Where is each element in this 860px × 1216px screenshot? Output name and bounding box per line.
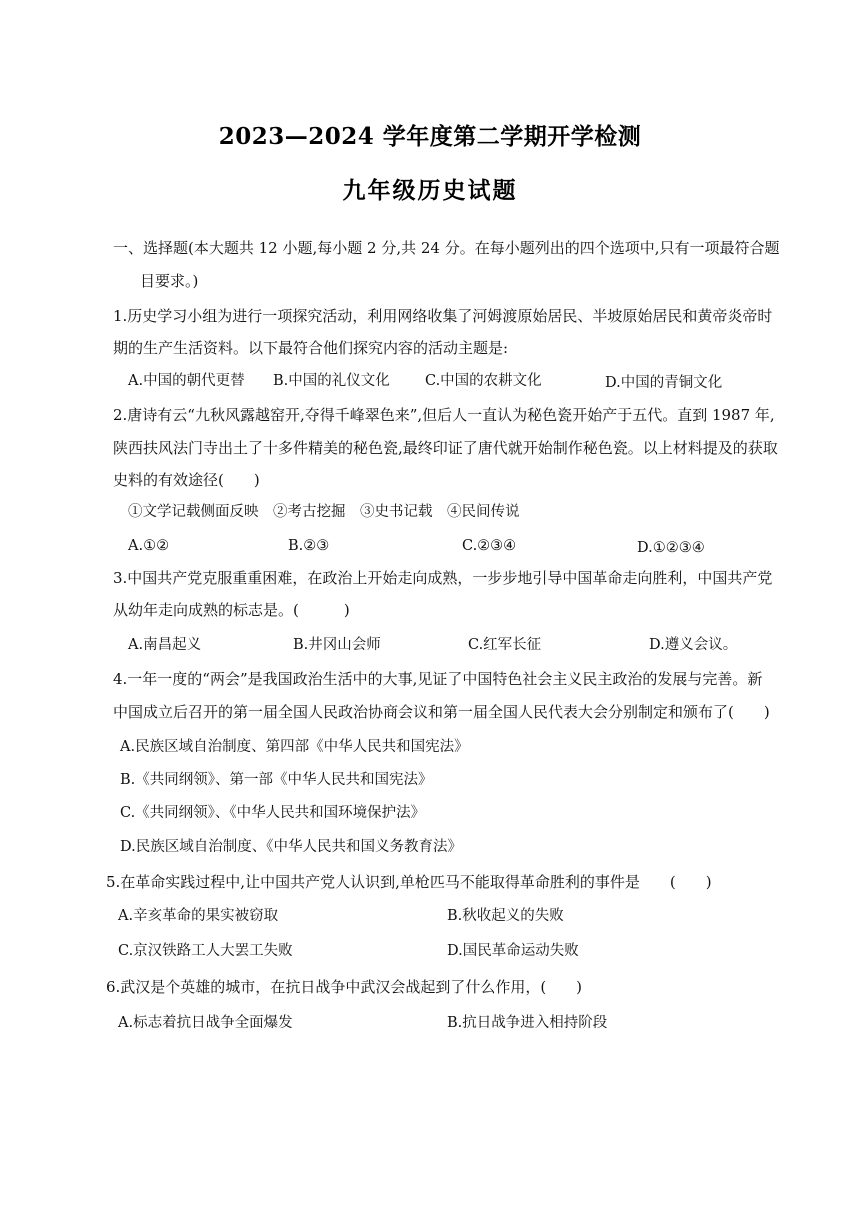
question-stem: 1.历史学习小组为进行一项探究活动，利用网络收集了河姆渡原始居民、半坡原始居民和黄帝炎帝时 [113, 307, 773, 325]
question-option: C.红军长征 [468, 637, 542, 653]
question-option: C.京汉铁路工人大罢工失败 [118, 943, 293, 959]
question-option: B.秋收起义的失败 [447, 908, 564, 924]
question-sub-items: ①文学记载侧面反映 ②考古挖掘 ③史书记载 ④民间传说 [128, 504, 520, 520]
question-option: A.①② [128, 538, 170, 554]
question-option: A.南昌起义 [128, 637, 202, 653]
question-stem: 陕西扶风法门寺出土了十多件精美的秘色瓷,最终印证了唐代就开始制作秘色瓷。以上材料提及的获取 [113, 439, 778, 457]
section-instruction: 一、选择题(本大题共 12 小题,每小题 2 分,共 24 分。在每小题列出的四个选项中,只有一项最符合题 [113, 239, 780, 257]
question-option: D.①②③④ [637, 540, 705, 556]
question-stem: 中国成立后召开的第一届全国人民政治协商会议和第一届全国人民代表大会分别制定和颁布了( ) [113, 703, 770, 721]
question-option: A.民族区域自治制度、第四部《中华人民共和国宪法》 [120, 739, 469, 755]
question-option: D.国民革命运动失败 [447, 943, 579, 959]
question-stem: 期的生产生活资料。以下最符合他们探究内容的活动主题是: [113, 339, 509, 357]
question-stem: 史料的有效途径( ) [113, 471, 260, 489]
exam-title: 2023—2024 学年度第二学期开学检测 [218, 123, 642, 150]
question-option: B.井冈山会师 [293, 637, 381, 653]
question-option: D.遵义会议。 [649, 637, 738, 653]
question-option: B.《共同纲领》、第一部《中华人民共和国宪法》 [120, 772, 433, 788]
question-option: D.中国的青铜文化 [605, 375, 723, 391]
question-option: C.中国的农耕文化 [425, 373, 542, 389]
question-stem: 2.唐诗有云“九秋风露越窑开,夺得千峰翠色来”,但后人一直认为秘色瓷开始产于五代。直到 1987 年, [113, 406, 775, 424]
exam-subtitle: 九年级历史试题 [342, 177, 518, 204]
question-option: B.中国的礼仪文化 [273, 373, 390, 389]
question-stem: 从幼年走向成熟的标志是。( ) [113, 601, 350, 619]
question-option: B.抗日战争进入相持阶段 [447, 1015, 608, 1031]
question-stem: 3.中国共产党克服重重困难，在政治上开始走向成熟，一步步地引导中国革命走向胜利，中国共产党 [113, 569, 773, 587]
question-stem: 6.武汉是个英雄的城市，在抗日战争中武汉会战起到了什么作用，( ) [106, 978, 583, 996]
question-option: C.《共同纲领》、《中华人民共和国环境保护法》 [120, 805, 426, 821]
question-option: A.辛亥革命的果实被窃取 [118, 908, 279, 924]
section-instruction-cont: 目要求。) [140, 272, 199, 290]
question-option: A.标志着抗日战争全面爆发 [118, 1015, 293, 1031]
question-option: B.②③ [288, 538, 330, 554]
question-option: C.②③④ [462, 538, 517, 554]
question-option: A.中国的朝代更替 [128, 373, 245, 389]
question-stem: 4.一年一度的“两会”是我国政治生活中的大事,见证了中国特色社会主义民主政治的发展与完善。新 [113, 670, 763, 688]
question-option: D.民族区域自治制度、《中华人民共和国义务教育法》 [120, 839, 462, 855]
question-stem: 5.在革命实践过程中,让中国共产党人认识到,单枪匹马不能取得革命胜利的事件是 ( ) [106, 873, 712, 891]
